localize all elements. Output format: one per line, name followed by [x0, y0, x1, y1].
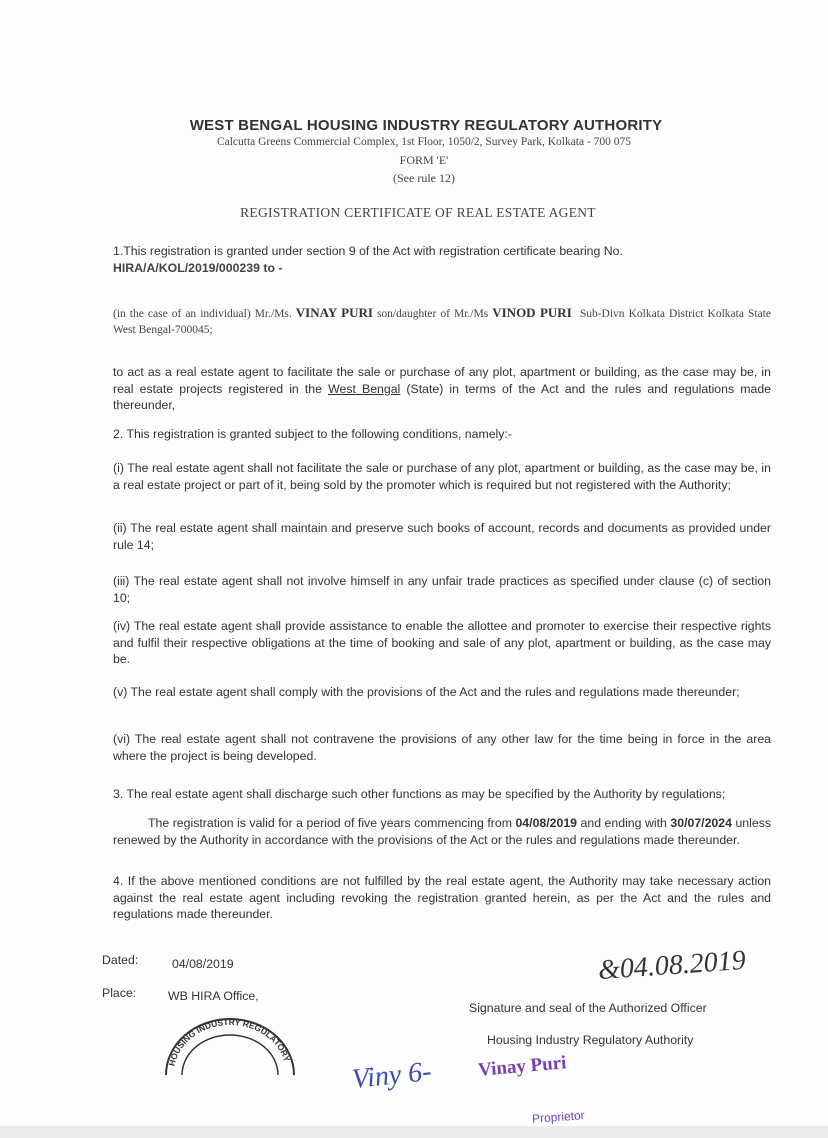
validity-end-date: 30/07/2024: [670, 816, 732, 830]
rule-reference: (See rule 12): [393, 171, 455, 185]
individual-details: [113, 305, 771, 338]
condition-i: (i) The real estate agent shall not facilitate the sale or purchase of any plot, apartment or building, as the case may be, in a real estate project or part of it, being sold by the promoter which is required but not registered with the Authority;: [113, 461, 771, 492]
place-value: WB HIRA Office,: [168, 989, 259, 1003]
dated-value: 04/08/2019: [172, 957, 234, 971]
condition-ii: (ii) The real estate agent shall maintain and preserve such books of account, records and documents as provided under rule 14;: [113, 521, 771, 552]
dated-label: Dated:: [102, 953, 139, 967]
validity-start-date: 04/08/2019: [515, 816, 578, 830]
authority-address: Calcutta Greens Commercial Complex, 1st Floor, 1050/2, Survey Park, Kolkata - 700 075: [216, 136, 632, 148]
place-label: Place:: [102, 986, 137, 1000]
father-name: VINOD PURI: [492, 305, 572, 320]
validity-text-after: unless renewed by the Authority in accordance with the provisions of the Act or the rules and regulations made thereunder.: [113, 816, 771, 847]
certificate-title: REGISTRATION CERTIFICATE OF REAL ESTATE AGENT: [240, 205, 596, 220]
condition-vi: (vi) The real estate agent shall not contravene the provisions of any other law for the time being in force in the area where the project is being developed.: [113, 732, 771, 763]
condition-iv: (iv) The real estate agent shall provide assistance to enable the allottee and promoter to exercise their respective rights and fulfil their respective obligations at the time of booking and sale of any plot, apartment or building, as the case may be.: [113, 619, 771, 666]
signature-caption: Signature and seal of the Authorized Officer: [469, 1001, 707, 1015]
agent-signature: Viny 6-: [350, 1055, 433, 1096]
condition-v: (v) The real estate agent shall comply with the provisions of the Act and the rules and regulations made thereunder;: [113, 685, 740, 699]
act-text-after: (State) in terms of the Act and the rules and regulations made thereunder,: [113, 381, 772, 412]
svg-text:HOUSING INDUSTRY REGULATORY: HOUSING INDUSTRY REGULATORY: [166, 1016, 293, 1067]
authority-caption: Housing Industry Regulatory Authority: [487, 1033, 694, 1047]
agent-stamp-role: Proprietor: [531, 1108, 586, 1126]
officer-signature: &04.08.2019: [597, 944, 747, 987]
agent-name: VINAY PURI: [295, 305, 373, 320]
individual-prefix: (in the case of an individual) Mr./Ms.: [113, 308, 292, 320]
condition-iii: (iii) The real estate agent shall not involve himself in any unfair trade practices as specified under clause (c) of section 10;: [113, 574, 771, 605]
conditions-intro: 2. This registration is granted subject to the following conditions, namely:-: [113, 427, 512, 441]
agent-stamp-name: Vinay Puri: [477, 1052, 568, 1081]
relation-text: son/daughter of Mr./Ms: [376, 308, 489, 320]
sub-division: Sub-Divn Kolkata: [579, 308, 665, 320]
authority-seal: [160, 1015, 300, 1075]
paragraph-1: [113, 243, 771, 276]
paragraph-4: 4. If the above mentioned conditions are not fulfilled by the real estate agent, the Authority may take necessary action against the real estate agent including revoking the registration granted herein, as per the Act and the rules and regulations made thereunder.: [113, 874, 771, 921]
paragraph-3: 3. The real estate agent shall discharge such other functions as may be specified by the Authority by regulations;: [113, 787, 726, 801]
act-paragraph: [113, 364, 771, 414]
registration-number: HIRA/A/KOL/2019/000239 to -: [113, 260, 283, 275]
validity-text-before: The registration is valid for a period of five years commencing from: [148, 816, 512, 830]
validity-text-mid: and ending with: [580, 816, 667, 830]
state-name: West Bengal: [328, 381, 401, 396]
validity-paragraph: [113, 815, 771, 848]
act-text-before: to act as a real estate agent to facilitate the sale or purchase of any plot, apartment or building, as the case may be, in real estate projects registered in the: [113, 365, 771, 396]
district-state: District Kolkata State West Bengal-700045;: [113, 308, 771, 336]
paragraph-1-text: 1.This registration is granted under section 9 of the Act with registration certificate bearing No.: [113, 244, 623, 258]
form-label: FORM 'E': [399, 153, 449, 167]
authority-title: WEST BENGAL HOUSING INDUSTRY REGULATORY AUTHORITY: [189, 117, 663, 134]
